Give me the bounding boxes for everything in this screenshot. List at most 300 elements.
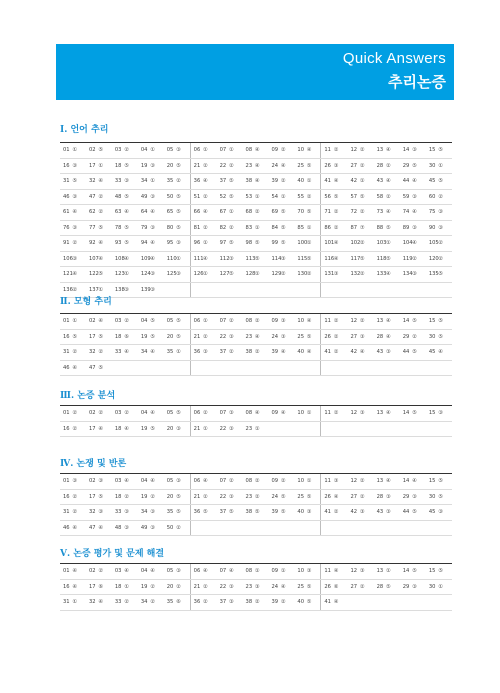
question-number: 73 [376,209,384,216]
question-number: 11 [324,318,331,325]
question-number: 56 [324,193,331,200]
answer-cell [217,252,243,267]
answer-cell [374,580,400,595]
answer-cell [191,505,217,520]
answer-mark: ③ [229,583,234,590]
answer-cell [268,283,294,298]
answer-cell [138,236,164,251]
answer-cell [347,283,373,298]
answer-cell [243,283,269,298]
answer-cell [347,595,373,610]
answer-mark: ② [72,493,78,500]
answer-mark: ② [176,524,181,531]
answer-mark: ① [255,568,260,575]
answer-mark: ⑤ [280,509,286,516]
answer-mark: ④ [124,478,130,485]
answer-mark: ③ [72,478,78,485]
question-number: 05 [166,318,174,325]
answer-cell [347,345,373,360]
answer-cell [347,267,373,282]
answer-mark: ⑤ [280,209,286,216]
answer-cell [321,205,347,220]
table-row [60,361,452,377]
table-row [60,580,452,596]
answer-mark: ⑥ [124,333,130,340]
answer-cell [294,521,320,536]
answer-mark: ⑤ [176,318,181,325]
answer-mark: ② [98,193,104,200]
answer-cell [112,361,138,376]
answer-group [60,564,191,579]
answer-mark: ③ [98,509,104,516]
question-number: 20 [166,162,174,169]
question-number: 26 [324,333,331,340]
answer-mark: ④ [280,410,286,417]
answer-cell [374,474,400,489]
answer-cell [60,252,86,267]
answer-cell [164,490,190,505]
question-number: 29 [402,333,410,340]
answer-cell [86,474,112,489]
answer-group [191,422,322,437]
answer-mark: ④ [333,493,339,500]
answer-cell [268,159,294,174]
table-row [60,474,452,490]
answer-cell [191,190,217,205]
answer-group [191,190,322,205]
question-number: 20 [166,583,174,590]
answer-mark: ⑤ [386,583,391,590]
question-number: 88 [376,224,384,231]
question-number: 28 [376,162,384,169]
question-number: 06 [193,318,201,325]
question-number: 72 [350,209,358,216]
answer-mark: ③ [72,162,78,169]
question-number: 100 [297,240,308,247]
answer-cell [321,505,347,520]
table-row [60,595,452,611]
table-row [60,252,452,268]
answer-cell [294,564,320,579]
question-number: 46 [63,364,70,371]
answer-cell [86,205,112,220]
question-number: 35 [166,178,174,185]
question-number: 36 [193,509,201,516]
question-number: 14 [402,147,410,154]
question-number: 24 [271,493,279,500]
answer-mark: ⑤ [280,240,286,247]
answer-cell [243,330,269,345]
question-number: 108 [114,255,125,262]
question-number: 61 [63,209,70,216]
question-number: 38 [245,509,253,516]
answer-mark: ⑤ [98,224,104,231]
answer-cell [426,159,452,174]
answer-cell [60,345,86,360]
answer-cell [164,361,190,376]
question-number: 38 [245,349,253,356]
answer-mark: ② [333,318,339,325]
question-number: 29 [402,493,410,500]
question-number: 53 [245,193,253,200]
question-number: 14 [402,318,410,325]
answer-mark: ③ [280,255,286,262]
answer-cell [112,505,138,520]
answer-cell [400,205,426,220]
answer-mark: ④ [386,178,391,185]
answer-cell [400,595,426,610]
table-row [60,314,452,330]
answer-cell [164,314,190,329]
answer-cell [164,252,190,267]
answer-cell [294,190,320,205]
answer-cell [426,330,452,345]
question-number: 110 [166,255,177,262]
question-number: 26 [324,583,331,590]
answer-mark: ④ [203,178,208,185]
answer-mark: ② [359,478,365,485]
answer-cell [374,422,400,437]
answer-cell [347,159,373,174]
question-number: 107 [88,255,99,262]
answer-cell [112,205,138,220]
answer-cell [321,595,347,610]
answer-cell [138,361,164,376]
question-number: 25 [297,162,305,169]
question-number: 17 [88,493,96,500]
answer-mark: ④ [150,349,155,356]
answer-group [191,521,322,536]
answer-cell [164,159,190,174]
question-number: 30 [428,493,436,500]
answer-group [191,236,322,251]
answer-cell [426,236,452,251]
answer-mark: ① [176,349,181,356]
answer-cell [347,361,373,376]
answer-group [321,595,452,610]
answer-cell [268,267,294,282]
question-number: 120 [428,255,439,262]
answer-cell [86,595,112,610]
answer-group [191,474,322,489]
question-number: 26 [324,493,331,500]
answer-cell [191,143,217,158]
answer-cell [426,406,452,421]
answer-mark: ⑤ [333,193,339,200]
answer-cell [347,490,373,505]
answer-cell [217,406,243,421]
answer-cell [268,143,294,158]
answer-group [60,595,191,610]
answer-cell [294,474,320,489]
table-row [60,283,452,299]
answer-cell [426,283,452,298]
answer-mark: ⑤ [124,193,130,200]
question-number: 04 [140,147,148,154]
table-row [60,236,452,252]
question-number: 15 [428,410,436,417]
question-number: 01 [63,410,70,417]
answer-cell [347,330,373,345]
answer-mark: ② [386,162,391,169]
answer-mark: ① [359,178,365,185]
question-number: 75 [428,209,436,216]
answer-mark: ⑤ [229,240,234,247]
answer-mark: ⑤ [412,509,417,516]
answer-cell [268,521,294,536]
question-number: 59 [402,193,410,200]
answer-cell [112,406,138,421]
answer-cell [164,406,190,421]
question-number: 41 [324,349,331,356]
answer-cell [86,490,112,505]
answer-cell [426,174,452,189]
answer-mark: ② [306,193,312,200]
answer-mark: ③ [72,193,78,200]
answer-mark: ④ [386,410,391,417]
answer-cell [112,221,138,236]
answer-mark: ④ [203,568,208,575]
answer-cell [321,564,347,579]
answer-cell [400,345,426,360]
answer-cell [243,221,269,236]
question-number: 54 [271,193,279,200]
answer-cell [164,221,190,236]
answer-mark: ⑤ [306,333,312,340]
answer-cell [191,174,217,189]
question-number: 17 [88,425,96,432]
answer-cell [268,474,294,489]
question-number: 43 [376,509,384,516]
question-number: 44 [402,509,410,516]
answer-cell [138,595,164,610]
answer-mark: ⑤ [386,255,391,262]
answer-cell [112,521,138,536]
question-number: 79 [140,224,148,231]
answer-cell [426,345,452,360]
answer-cell [374,361,400,376]
answer-mark: ② [150,599,155,606]
answer-cell [86,505,112,520]
answer-cell [217,564,243,579]
question-number: 115 [297,255,308,262]
answer-cell [321,361,347,376]
answer-cell [191,159,217,174]
answer-group [321,361,452,376]
answer-mark: ② [72,349,78,356]
answer-group [321,505,452,520]
answer-mark: ⑤ [280,493,286,500]
answer-mark: ③ [333,478,339,485]
answer-mark: ③ [229,333,234,340]
answer-cell [347,406,373,421]
answer-cell [164,521,190,536]
answer-cell [374,221,400,236]
answer-mark: ⑤ [438,147,443,154]
question-number: 04 [140,568,148,575]
answer-cell [268,490,294,505]
question-number: 07 [219,318,227,325]
answer-mark: ③ [359,333,365,340]
answer-cell [60,221,86,236]
answer-mark: ① [306,240,312,247]
answer-mark: ② [359,240,365,247]
answer-cell [268,345,294,360]
section-label: 논증 평가 및 문제 해결 [73,549,165,559]
answer-cell [321,314,347,329]
answer-mark: ⑤ [255,255,260,262]
answer-cell [243,521,269,536]
answer-cell [294,252,320,267]
answer-mark: ④ [72,568,78,575]
answer-cell [268,252,294,267]
question-number: 13 [376,318,384,325]
question-number: 08 [245,410,253,417]
banner-title-ko: 추리논증 [388,73,446,91]
question-number: 29 [402,162,410,169]
answer-group [321,474,452,489]
answer-cell [191,314,217,329]
question-number: 106 [63,255,73,262]
answer-mark: ② [124,318,130,325]
answer-mark: ② [359,318,365,325]
answer-cell [426,267,452,282]
question-number: 21 [193,583,201,590]
answer-cell [400,330,426,345]
answer-cell [164,505,190,520]
question-number: 139 [140,286,151,293]
answer-mark: ⑤ [306,255,312,262]
answer-cell [268,422,294,437]
answer-cell [400,252,426,267]
answer-mark: ② [333,333,339,340]
answer-cell [347,521,373,536]
answer-mark: ④ [72,271,78,278]
question-number: 42 [350,349,358,356]
answer-cell [321,580,347,595]
answer-mark: ⑤ [176,333,181,340]
answer-mark: ① [150,178,155,185]
answer-mark: ③ [412,493,417,500]
answer-mark: ④ [98,524,104,531]
answer-mark: ④ [229,568,234,575]
answer-mark: ④ [333,599,339,606]
answer-cell [426,595,452,610]
question-number: 37 [219,349,227,356]
answer-cell [60,422,86,437]
question-number: 19 [140,583,148,590]
answer-cell [164,422,190,437]
answer-cell [138,406,164,421]
question-number: 28 [376,493,384,500]
answer-cell [243,505,269,520]
answer-mark: ② [333,349,339,356]
answer-group [321,190,452,205]
question-number: 07 [219,410,227,417]
answer-mark: ⑤ [438,478,443,485]
question-number: 16 [63,333,70,340]
answer-cell [321,252,347,267]
answer-cell [321,159,347,174]
question-number: 42 [350,509,358,516]
answer-cell [138,267,164,282]
question-number: 05 [166,478,174,485]
answer-cell [243,422,269,437]
question-number: 47 [88,193,96,200]
answer-cell [60,190,86,205]
answer-group [60,490,191,505]
answer-mark: ⑤ [412,568,417,575]
answer-mark: ⑤ [386,224,391,231]
answer-mark: ④ [386,271,391,278]
question-number: 102 [350,240,361,247]
answer-cell [164,143,190,158]
answer-cell [60,361,86,376]
section-title [60,122,108,135]
answer-cell [138,345,164,360]
question-number: 18 [114,493,122,500]
question-number: 01 [63,147,70,154]
answer-mark: ⑤ [306,599,312,606]
answer-cell [268,580,294,595]
answer-cell [191,490,217,505]
question-number: 20 [166,425,174,432]
answer-cell [347,422,373,437]
answer-mark: ② [150,583,155,590]
question-number: 123 [114,271,125,278]
question-number: 35 [166,349,174,356]
answer-mark: ② [255,478,260,485]
answer-mark: ④ [98,240,104,247]
answer-cell [426,580,452,595]
table-row [60,143,452,159]
answer-cell [294,422,320,437]
answer-cell [294,205,320,220]
question-number: 10 [297,147,305,154]
answer-mark: ② [203,162,208,169]
question-number: 40 [297,178,305,185]
question-number: 07 [219,147,227,154]
question-number: 22 [219,162,227,169]
answer-cell [60,205,86,220]
answer-mark: ⑤ [176,193,181,200]
answer-group [321,143,452,158]
answer-mark: ④ [72,524,78,531]
answer-cell [426,314,452,329]
answer-mark: ② [229,478,234,485]
answer-cell [191,283,217,298]
answer-mark: ④ [386,209,391,216]
table-row [60,190,452,206]
question-number: 19 [140,425,148,432]
answer-cell [294,314,320,329]
question-number: 34 [140,349,148,356]
answer-mark: ② [359,162,365,169]
answer-mark: ③ [176,568,181,575]
answer-mark: ① [280,568,286,575]
question-number: 02 [88,147,96,154]
answer-cell [268,505,294,520]
table-row [60,221,452,237]
answer-cell [112,330,138,345]
question-number: 45 [428,349,436,356]
answer-cell [138,174,164,189]
answer-cell [217,143,243,158]
section-label: 언어 추리 [70,125,109,135]
answer-cell [191,422,217,437]
answer-mark: ③ [150,224,155,231]
answer-mark: ④ [255,178,260,185]
